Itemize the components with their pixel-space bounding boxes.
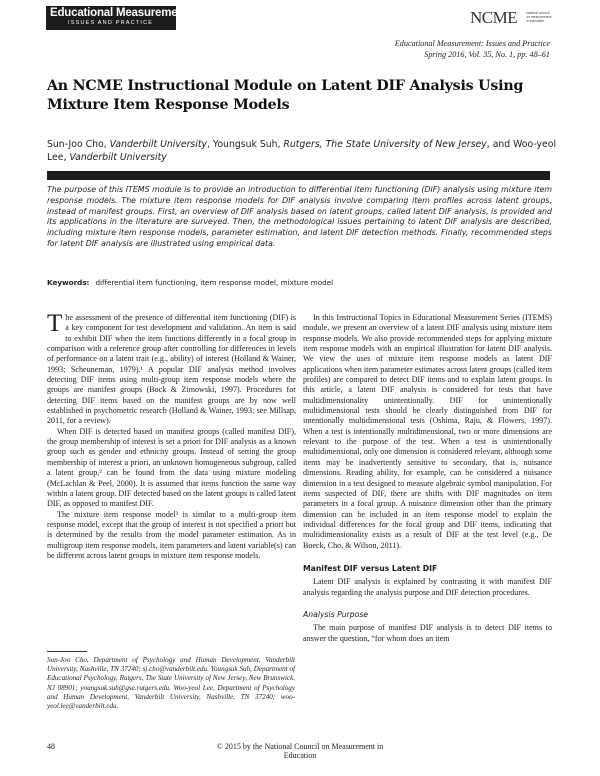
author-name: Sun-Joo Cho,: [47, 139, 110, 150]
subsection-heading: Analysis Purpose: [303, 609, 369, 619]
title-divider: [47, 171, 550, 180]
footnote-divider: [47, 651, 87, 652]
author-affiliation: Vanderbilt University: [109, 139, 207, 150]
left-column: [47, 310, 296, 561]
ncme-logo-sidetext: national council on measurement in education: [526, 11, 552, 24]
article-title: An NCME Instructional Module on Latent DIF Analysis Using Mixture Item Response Models: [47, 78, 524, 113]
abstract: The purpose of this ITEMS module is to provide an introduction to differential item functioning (DIF) analysis using mixture item response models. The mixture item response models for DIF analysis involve comparing item profiles across latent groups, instead of manifest groups. First, an overview of DIF analysis based on latent groups, called latent DIF analysis, is provided and its applications in the literature are surveyed. Then, the methodological issues pertaining to latent DIF analysis are described, including mixture item response models, parameter estimation, and latent DIF detection methods. Finally, recommended steps for latent DIF analysis are illustrated using empirical data.: [47, 185, 552, 248]
paragraph: The main purpose of manifest DIF analysis is to detect DIF items to answer the question, “for whom does an item: [303, 623, 552, 643]
paragraph: The mixture item response model³ is similar to a multi-group item response model, except that the group of interest is not specified a priori but is determined by the results from the model parameter estimation. As in multigroup item response models, item parameters and latent variable(s) can be different across latent groups in mixture item response models.: [47, 509, 296, 560]
keywords-label: Keywords:: [47, 278, 90, 287]
paragraph: Latent DIF analysis is explained by contrasting it with manifest DIF analysis regarding the analysis purpose and DIF detection procedures.: [303, 577, 552, 597]
journal-citation: [395, 39, 550, 60]
copyright-notice: © 2015 by the National Council on Measurement in Education: [216, 742, 384, 760]
author-footnote: Sun-Joo Cho, Department of Psychology and Human Development, Vanderbilt University, Nashville, TN 37240; sj.cho@vanderbilt.edu. Youngsuk Suh, Department of Educational Psychology, Rutgers, The State University of New Jersey, New Brunswick, NJ 08901; youngsuk.suh@gse.rutgers.edu. Woo-yeol Lee, Department of Psychology and Human Development, Vanderbilt University, Nashville, TN 37240; woo-yeol.lee@vanderbilt.edu.: [47, 656, 295, 711]
keywords: [47, 278, 552, 287]
journal-issue: Spring 2016, Vol. 35, No. 1, pp. 48–61: [424, 49, 550, 59]
section-heading: Manifest DIF versus Latent DIF: [303, 563, 438, 573]
paragraph: In this Instructional Topics in Educational Measurement Series (ITEMS) module, we present an overview of a latent DIF analysis using mixture item response models. We also provide recommended steps for applying mixture item response models with an empirical illustration for latent DIF analysis. We view the uses of mixture item response models as latent DIF applications when item parameter estimates across latent groups (called item profiles) are compared to detect DIF items and to explain latent groups. In this article, a latent DIF analysis is considered for tests that have multidimensionality unintentionally. DIF for unintentionally multidimensional tests should be clearly distinguished from DIF for intentionally multidimensional tests (Oshima, Raju, & Flowers, 1997). When a test is intentionally multidimensional, two or more dimensions are relevant to the purpose of the test. When a test is unintentionally multidimensional, only one dimension is considered relevant, although some items may be inadvertently sensitive to secondary, that is, nuisance dimensions. Reading ability, for example, can be considered a nuisance dimension in a test designed to measure algebraic symbol manipulation. For items suspected of DIF, there are shifts with DIF magnitudes on item parameters in a focal group. A nuisance dimension other than the primary dimension can be included in an item response model to explain the individual differences for the focal group and DIF items, indicating that multidimensionality exists as a result of DIF at the test level (e.g., De Boeck, Cho, & Wilson, 2011).: [303, 313, 552, 550]
page-number: 48: [47, 742, 55, 751]
drop-cap: T: [47, 310, 63, 337]
masthead-title: Educational Measurement: [50, 7, 188, 19]
right-column: [303, 313, 552, 644]
author-name: Woo-yeol Lee,: [47, 139, 557, 163]
journal-name: Educational Measurement: Issues and Practice: [394, 39, 550, 48]
author-list: Sun-Joo Cho, Vanderbilt University, Youngsuk Suh, Rutgers, The State University of New Jersey, and Woo-yeol Lee, Vanderbilt University: [47, 139, 557, 163]
author-affiliation: Rutgers, The State University of New Jersey: [283, 139, 487, 150]
ncme-logo: [470, 8, 550, 30]
journal-masthead: [46, 6, 188, 30]
author-name: Youngsuk Suh,: [212, 139, 284, 150]
ncme-logo-text: NCME: [470, 8, 518, 27]
paragraph: The assessment of the presence of differential item functioning (DIF) is a key component for test development and validation. An item is said to exhibit DIF when the item functions differently in a focal group in comparison with a reference group after controlling for differences in levels of performance on a latent trait (e.g., ability) of interest (Holland & Wainer, 1993; Scheuneman, 1979).¹ A popular DIF analysis method involves detecting DIF items using multi-group item response models where the groups are manifest groups (Bock & Zimowski, 1997). Procedures for detecting DIF items based on the manifest groups are by now well established in psychometric research (Holland & Wainer, 1993; see Millsap, 2011, for a review).: [47, 310, 296, 426]
paragraph: When DIF is detected based on manifest groups (called manifest DIF), the group membership of interest is set a priori for DIF analysis as a known group such as gender and ethnicity groups. Instead of setting the group membership of interest a priori, an unknown homogeneous subgroup, called a latent group,² can be found from the data using mixture modeling (McLachlan & Peel, 2000). It is assumed that items function the same way within a latent group. DIF detected based on the latent groups is called latent DIF, as opposed to manifest DIF.: [47, 426, 296, 509]
masthead-subtitle: ISSUES AND PRACTICE: [68, 20, 154, 26]
author-affiliation: Vanderbilt University: [69, 152, 167, 163]
keywords-list: differential item functioning, item response model, mixture model: [95, 278, 334, 287]
